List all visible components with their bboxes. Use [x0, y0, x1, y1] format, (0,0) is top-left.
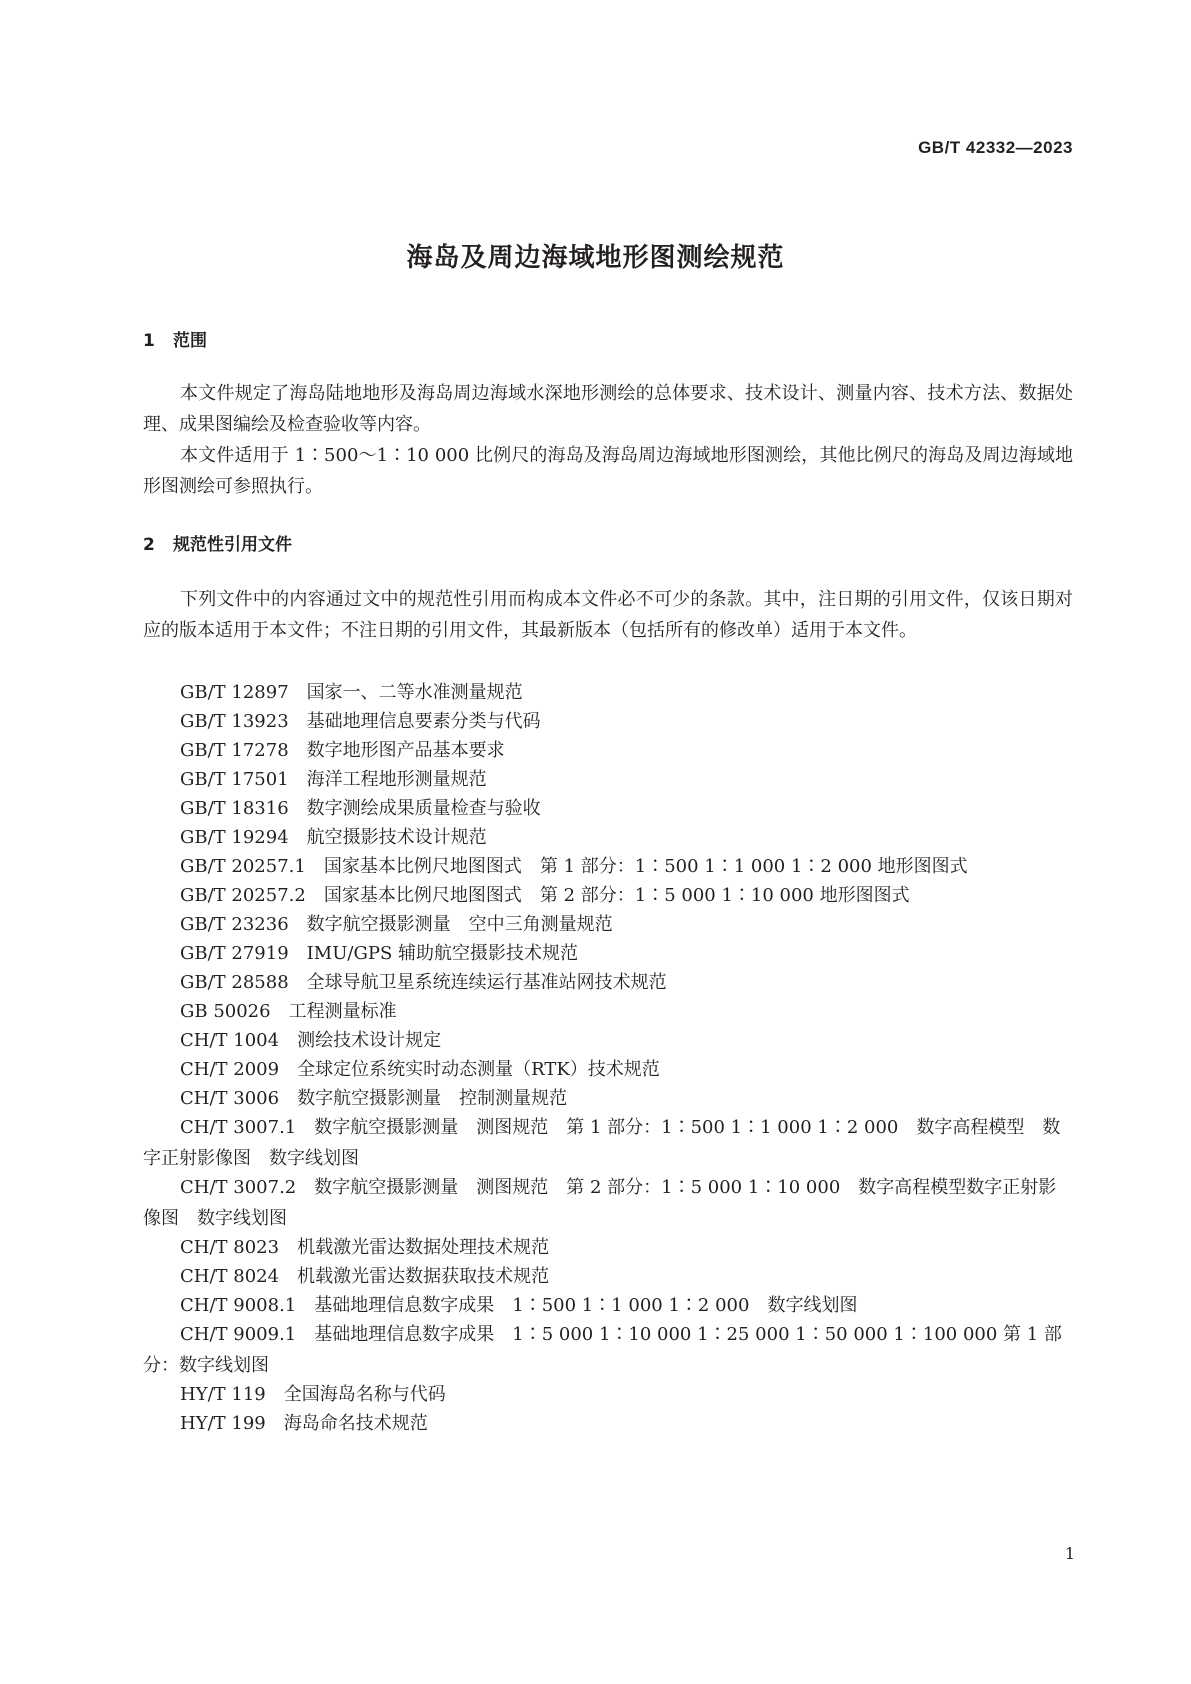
scope-paragraph: 本文件规定了海岛陆地地形及海岛周边海域水深地形测绘的总体要求、技术设计、测量内容、技术方法、数据处理、成果图编绘及检查验收等内容。 — [143, 383, 1073, 435]
reference-item — [143, 1319, 1073, 1381]
document-title: 海岛及周边海域地形图测绘规范 — [406, 243, 785, 273]
section-number: 1 — [143, 331, 155, 351]
reference-item — [143, 1112, 1073, 1174]
reference-title: 数字航空摄影测量 测图规范 第 2 部分：1∶5 000 1∶10 000 数字高程模型数字正射影像图 数字线划图 — [143, 1177, 1057, 1229]
reference-code: GB/T 20257.2 — [180, 885, 306, 906]
reference-code: GB/T 23236 — [180, 914, 289, 935]
reference-code: GB/T 19294 — [180, 827, 289, 848]
reference-title: 全国海岛名称与代码 — [283, 1384, 446, 1405]
reference-title: 国家基本比例尺地图图式 第 2 部分：1∶5 000 1∶10 000 地形图图式 — [323, 885, 910, 906]
reference-title: 数字航空摄影测量 控制测量规范 — [297, 1088, 568, 1109]
section-number: 2 — [143, 535, 155, 555]
reference-item — [143, 851, 1073, 882]
reference-code: GB/T 28588 — [180, 972, 289, 993]
reference-code: CH/T 8024 — [180, 1266, 280, 1287]
reference-item — [143, 1025, 1073, 1056]
reference-code: GB/T 27919 — [180, 943, 289, 964]
reference-item — [143, 822, 1073, 853]
reference-code: GB 50026 — [180, 1001, 271, 1022]
reference-code: CH/T 1004 — [180, 1030, 280, 1051]
reference-title: 数字测绘成果质量检查与验收 — [306, 798, 541, 819]
reference-item — [143, 996, 1073, 1027]
reference-code: CH/T 3007.2 — [180, 1177, 297, 1198]
reference-item — [143, 706, 1073, 737]
reference-title: 数字航空摄影测量 测图规范 第 1 部分：1∶500 1∶1 000 1∶2 000 数字高程模型 数字正射影像图 数字线划图 — [143, 1117, 1061, 1169]
reference-code: CH/T 8023 — [180, 1237, 280, 1258]
reference-title: 数字地形图产品基本要求 — [306, 740, 505, 761]
reference-item — [143, 1379, 1073, 1410]
reference-item — [143, 880, 1073, 911]
reference-title: 全球定位系统实时动态测量（RTK）技术规范 — [297, 1059, 660, 1080]
reference-item — [143, 1290, 1073, 1321]
references-intro-paragraph: 下列文件中的内容通过文中的规范性引用而构成本文件必不可少的条款。其中，注日期的引用文件，仅该日期对应的版本适用于本文件；不注日期的引用文件，其最新版本（包括所有的修改单）适用于本文件。 — [143, 589, 1073, 641]
reference-code: GB/T 12897 — [180, 682, 289, 703]
standard-code: GB/T 42332—2023 — [918, 138, 1073, 157]
section-title: 规范性引用文件 — [173, 535, 292, 555]
reference-title: 工程测量标准 — [288, 1001, 397, 1022]
section-heading-scope — [143, 326, 207, 351]
reference-title: 数字航空摄影测量 空中三角测量规范 — [306, 914, 613, 935]
section-title: 范围 — [173, 331, 207, 351]
reference-code: GB/T 17278 — [180, 740, 289, 761]
reference-title: IMU/GPS 辅助航空摄影技术规范 — [306, 943, 578, 964]
reference-code: HY/T 199 — [180, 1413, 266, 1434]
reference-item — [143, 793, 1073, 824]
reference-title: 海洋工程地形测量规范 — [306, 769, 487, 790]
reference-code: GB/T 13923 — [180, 711, 289, 732]
reference-item — [143, 1054, 1073, 1085]
scope-paragraph: 本文件适用于 1∶500～1∶10 000 比例尺的海岛及海岛周边海域地形图测绘，其他比例尺的海岛及周边海域地形图测绘可参照执行。 — [143, 445, 1073, 497]
reference-title: 测绘技术设计规定 — [297, 1030, 442, 1051]
reference-item — [143, 909, 1073, 940]
reference-title: 国家基本比例尺地图图式 第 1 部分：1∶500 1∶1 000 1∶2 000 地形图图式 — [323, 856, 968, 877]
reference-item — [143, 735, 1073, 766]
reference-code: CH/T 9008.1 — [180, 1295, 297, 1316]
reference-title: 国家一、二等水准测量规范 — [306, 682, 523, 703]
reference-code: HY/T 119 — [180, 1384, 266, 1405]
reference-item — [143, 1261, 1073, 1292]
reference-title: 全球导航卫星系统连续运行基准站网技术规范 — [306, 972, 667, 993]
reference-item — [143, 967, 1073, 998]
reference-code: CH/T 2009 — [180, 1059, 280, 1080]
reference-code: CH/T 3006 — [180, 1088, 280, 1109]
reference-item — [143, 1083, 1073, 1114]
reference-item — [143, 938, 1073, 969]
reference-title: 海岛命名技术规范 — [283, 1413, 428, 1434]
reference-code: GB/T 17501 — [180, 769, 289, 790]
reference-item — [143, 677, 1073, 708]
reference-item — [143, 1232, 1073, 1263]
reference-title: 基础地理信息数字成果 1∶500 1∶1 000 1∶2 000 数字线划图 — [314, 1295, 858, 1316]
reference-title: 机载激光雷达数据处理技术规范 — [297, 1237, 550, 1258]
reference-code: GB/T 18316 — [180, 798, 289, 819]
reference-title: 基础地理信息要素分类与代码 — [306, 711, 541, 732]
page-number: 1 — [1064, 1544, 1075, 1563]
reference-title: 基础地理信息数字成果 1∶5 000 1∶10 000 1∶25 000 1∶50 000 1∶100 000 第 1 部分：数字线划图 — [143, 1324, 1062, 1376]
reference-code: GB/T 20257.1 — [180, 856, 306, 877]
reference-item — [143, 1408, 1073, 1439]
reference-item — [143, 1172, 1073, 1234]
reference-title: 机载激光雷达数据获取技术规范 — [297, 1266, 550, 1287]
reference-code: CH/T 9009.1 — [180, 1324, 297, 1345]
reference-title: 航空摄影技术设计规范 — [306, 827, 487, 848]
reference-code: CH/T 3007.1 — [180, 1117, 297, 1138]
section-heading-normative-references — [143, 530, 292, 555]
reference-item — [143, 764, 1073, 795]
